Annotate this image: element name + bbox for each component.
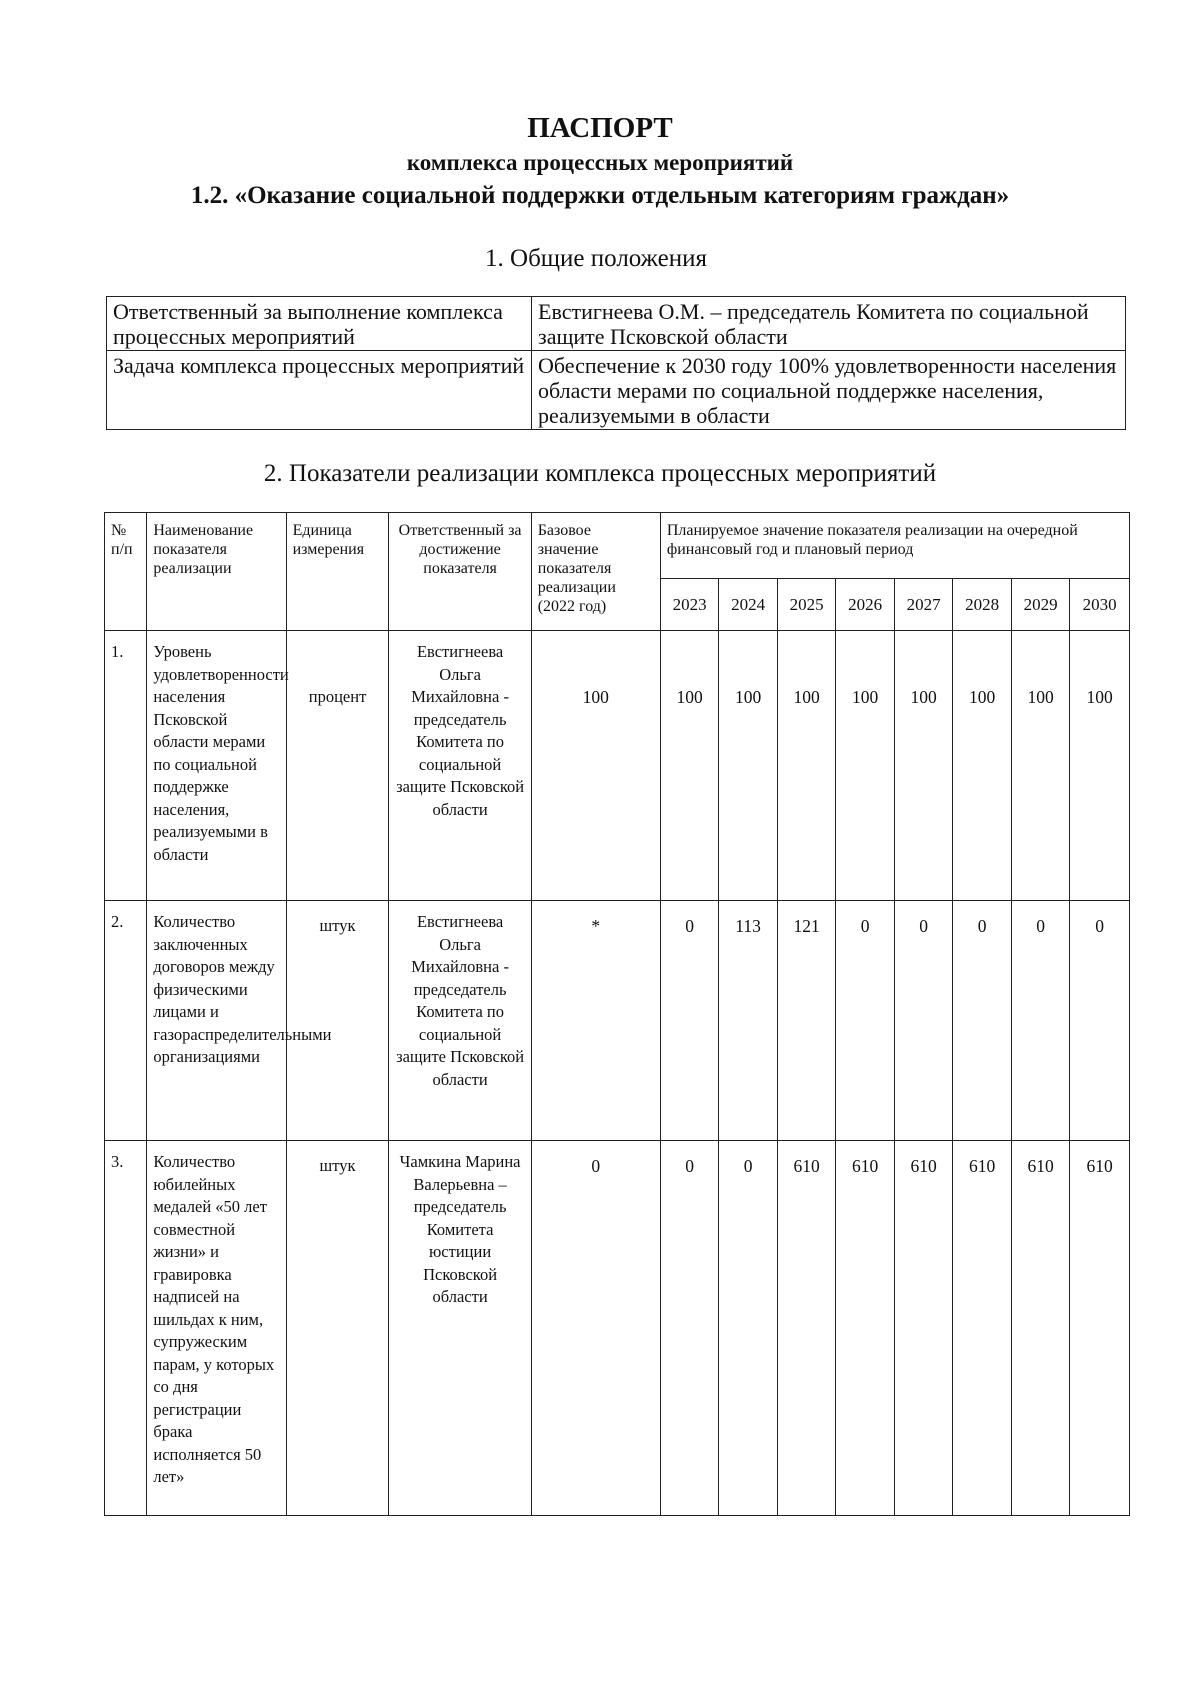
indicator-value: 610	[777, 1141, 836, 1516]
table-row	[105, 901, 1130, 1141]
indicator-value: 610	[836, 1141, 895, 1516]
col-header-name: Наименование показателя реализации	[147, 513, 286, 631]
indicator-value: 100	[777, 631, 836, 901]
year-header: 2029	[1011, 579, 1070, 631]
year-header: 2027	[894, 579, 953, 631]
table-row	[107, 351, 1126, 430]
table-row	[107, 297, 1126, 351]
task-value: Обеспечение к 2030 году 100% удовлетворенности населения области мерами по социальной поддержке населения, реализуемыми в области	[532, 351, 1126, 430]
task-label: Задача комплекса процессных мероприятий	[107, 351, 532, 430]
indicator-unit: процент	[286, 631, 389, 901]
indicator-responsible: Чамкина Марина Валерьевна – председатель Комитета юстиции Псковской области	[389, 1141, 531, 1516]
indicator-value: 0	[836, 901, 895, 1141]
complex-name: 1.2. «Оказание социальной поддержки отдельным категориям граждан»	[190, 182, 1010, 209]
general-provisions-table	[106, 296, 1126, 430]
col-header-responsible: Ответственный за достижение показателя	[389, 513, 531, 631]
year-header: 2024	[719, 579, 778, 631]
year-header: 2023	[660, 579, 719, 631]
responsible-value: Евстигнеева О.М. – председатель Комитета по социальной защите Псковской области	[532, 297, 1126, 351]
indicator-value: 610	[1070, 1141, 1130, 1516]
year-header: 2030	[1070, 579, 1130, 631]
responsible-label: Ответственный за выполнение комплекса процессных мероприятий	[107, 297, 532, 351]
indicator-value: 0	[660, 901, 719, 1141]
document-title: ПАСПОРТ	[527, 112, 673, 144]
indicator-unit: штук	[286, 901, 389, 1141]
indicator-base-value: *	[531, 901, 660, 1141]
indicators-table	[104, 512, 1130, 1516]
indicator-value: 610	[953, 1141, 1012, 1516]
col-header-unit: Единица измерения	[286, 513, 389, 631]
indicator-value: 100	[894, 631, 953, 901]
indicator-name: Количество заключенных договоров между физическими лицами и газораспределительными организациями	[147, 901, 286, 1141]
table-header-row	[105, 513, 1130, 579]
col-header-base: Базовое значение показателя реализации (2022 год)	[531, 513, 660, 631]
table-row	[105, 1141, 1130, 1516]
row-num: 1.	[105, 631, 147, 901]
row-num: 2.	[105, 901, 147, 1141]
indicator-value: 0	[1070, 901, 1130, 1141]
indicator-value: 113	[719, 901, 778, 1141]
indicator-value: 0	[894, 901, 953, 1141]
indicator-value: 100	[719, 631, 778, 901]
indicator-value: 610	[1011, 1141, 1070, 1516]
indicator-value: 100	[836, 631, 895, 901]
row-num: 3.	[105, 1141, 147, 1516]
col-header-planned: Планируемое значение показателя реализации на очередной финансовый год и плановый период	[660, 513, 1129, 579]
indicator-name: Количество юбилейных медалей «50 лет совместной жизни» и гравировка надписей на шильдах к ним, супружеским парам, у которых со дня регистрации брака исполняется 50 лет»	[147, 1141, 286, 1516]
indicator-value: 0	[660, 1141, 719, 1516]
indicator-name: Уровень удовлетворенности населения Псковской области мерами по социальной поддержке населения, реализуемыми в области	[147, 631, 286, 901]
document-subtitle: комплекса процессных мероприятий	[406, 150, 794, 175]
indicator-value: 100	[1011, 631, 1070, 901]
indicator-value: 100	[1070, 631, 1130, 901]
section-1-heading: 1. Общие положения	[485, 245, 707, 272]
indicator-base-value: 0	[531, 1141, 660, 1516]
year-header: 2026	[836, 579, 895, 631]
indicator-value: 0	[953, 901, 1012, 1141]
indicator-value: 100	[660, 631, 719, 901]
section-2-heading: 2. Показатели реализации комплекса процессных мероприятий	[263, 460, 937, 487]
indicator-value: 610	[894, 1141, 953, 1516]
indicator-value: 100	[953, 631, 1012, 901]
indicator-responsible: Евстигнеева Ольга Михайловна - председатель Комитета по социальной защите Псковской области	[389, 901, 531, 1141]
indicator-value: 0	[719, 1141, 778, 1516]
year-header: 2028	[953, 579, 1012, 631]
indicator-value: 121	[777, 901, 836, 1141]
col-header-num: № п/п	[105, 513, 147, 631]
indicator-responsible: Евстигнеева Ольга Михайловна - председатель Комитета по социальной защите Псковской области	[389, 631, 531, 901]
year-header: 2025	[777, 579, 836, 631]
table-row	[105, 631, 1130, 901]
indicator-value: 0	[1011, 901, 1070, 1141]
indicator-unit: штук	[286, 1141, 389, 1516]
indicator-base-value: 100	[531, 631, 660, 901]
